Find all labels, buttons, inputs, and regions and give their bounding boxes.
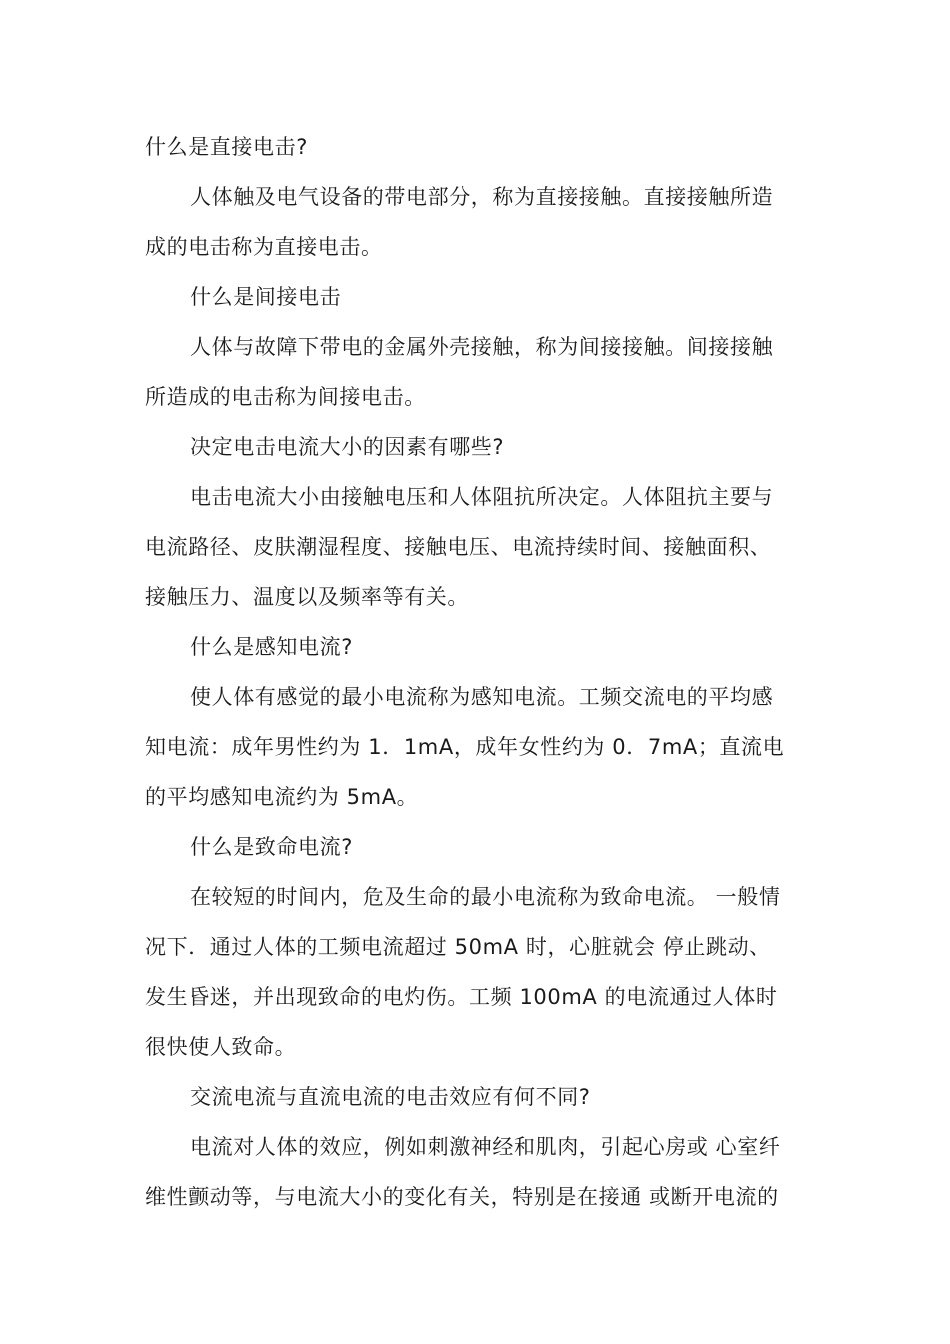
paragraph-line: 电流路径、皮肤潮湿程度、接触电压、电流持续时间、接触面积、: [145, 535, 772, 559]
paragraph-line: 所造成的电击称为间接电击。: [145, 385, 426, 409]
document-body: [145, 122, 805, 1222]
question-heading: 什么是间接电击: [190, 285, 342, 309]
question-heading: 交流电流与直流电流的电击效应有何不同?: [190, 1085, 591, 1109]
paragraph-line: 维性颤动等，与电流大小的变化有关，特别是在接通 或断开电流的: [145, 1185, 779, 1209]
paragraph-line: 电击电流大小由接触电压和人体阻抗所决定。人体阻抗主要与: [190, 485, 774, 509]
paragraph-line: 人体触及电气设备的带电部分，称为直接接触。直接接触所造: [190, 185, 774, 209]
paragraph-line: 电流对人体的效应，例如刺激神经和肌肉，引起心房或 心室纤: [190, 1135, 781, 1159]
paragraph-line: 的平均感知电流约为 5mA。: [145, 785, 419, 809]
question-heading: 决定电击电流大小的因素有哪些?: [190, 435, 505, 459]
paragraph-line: 发生昏迷，并出现致命的电灼伤。工频 100mA 的电流通过人体时: [145, 985, 778, 1009]
paragraph-line: 况下．通过人体的工频电流超过 50mA 时，心脏就会 停止跳动、: [145, 935, 771, 959]
paragraph-line: 在较短的时间内，危及生命的最小电流称为致命电流。 一般情: [190, 885, 781, 909]
question-heading: 什么是直接电击?: [145, 135, 308, 159]
paragraph-line: 接触压力、温度以及频率等有关。: [145, 585, 469, 609]
paragraph-line: 知电流：成年男性约为 1．1mA，成年女性约为 0．7mA；直流电: [145, 735, 785, 759]
paragraph-line: 成的电击称为直接电击。: [145, 235, 383, 259]
question-heading: 什么是致命电流?: [190, 835, 353, 859]
paragraph-line: 使人体有感觉的最小电流称为感知电流。工频交流电的平均感: [190, 685, 774, 709]
paragraph-line: 人体与故障下带电的金属外壳接触，称为间接接触。间接接触: [190, 335, 774, 359]
paragraph-line: 很快使人致命。: [145, 1035, 297, 1059]
question-heading: 什么是感知电流?: [190, 635, 353, 659]
